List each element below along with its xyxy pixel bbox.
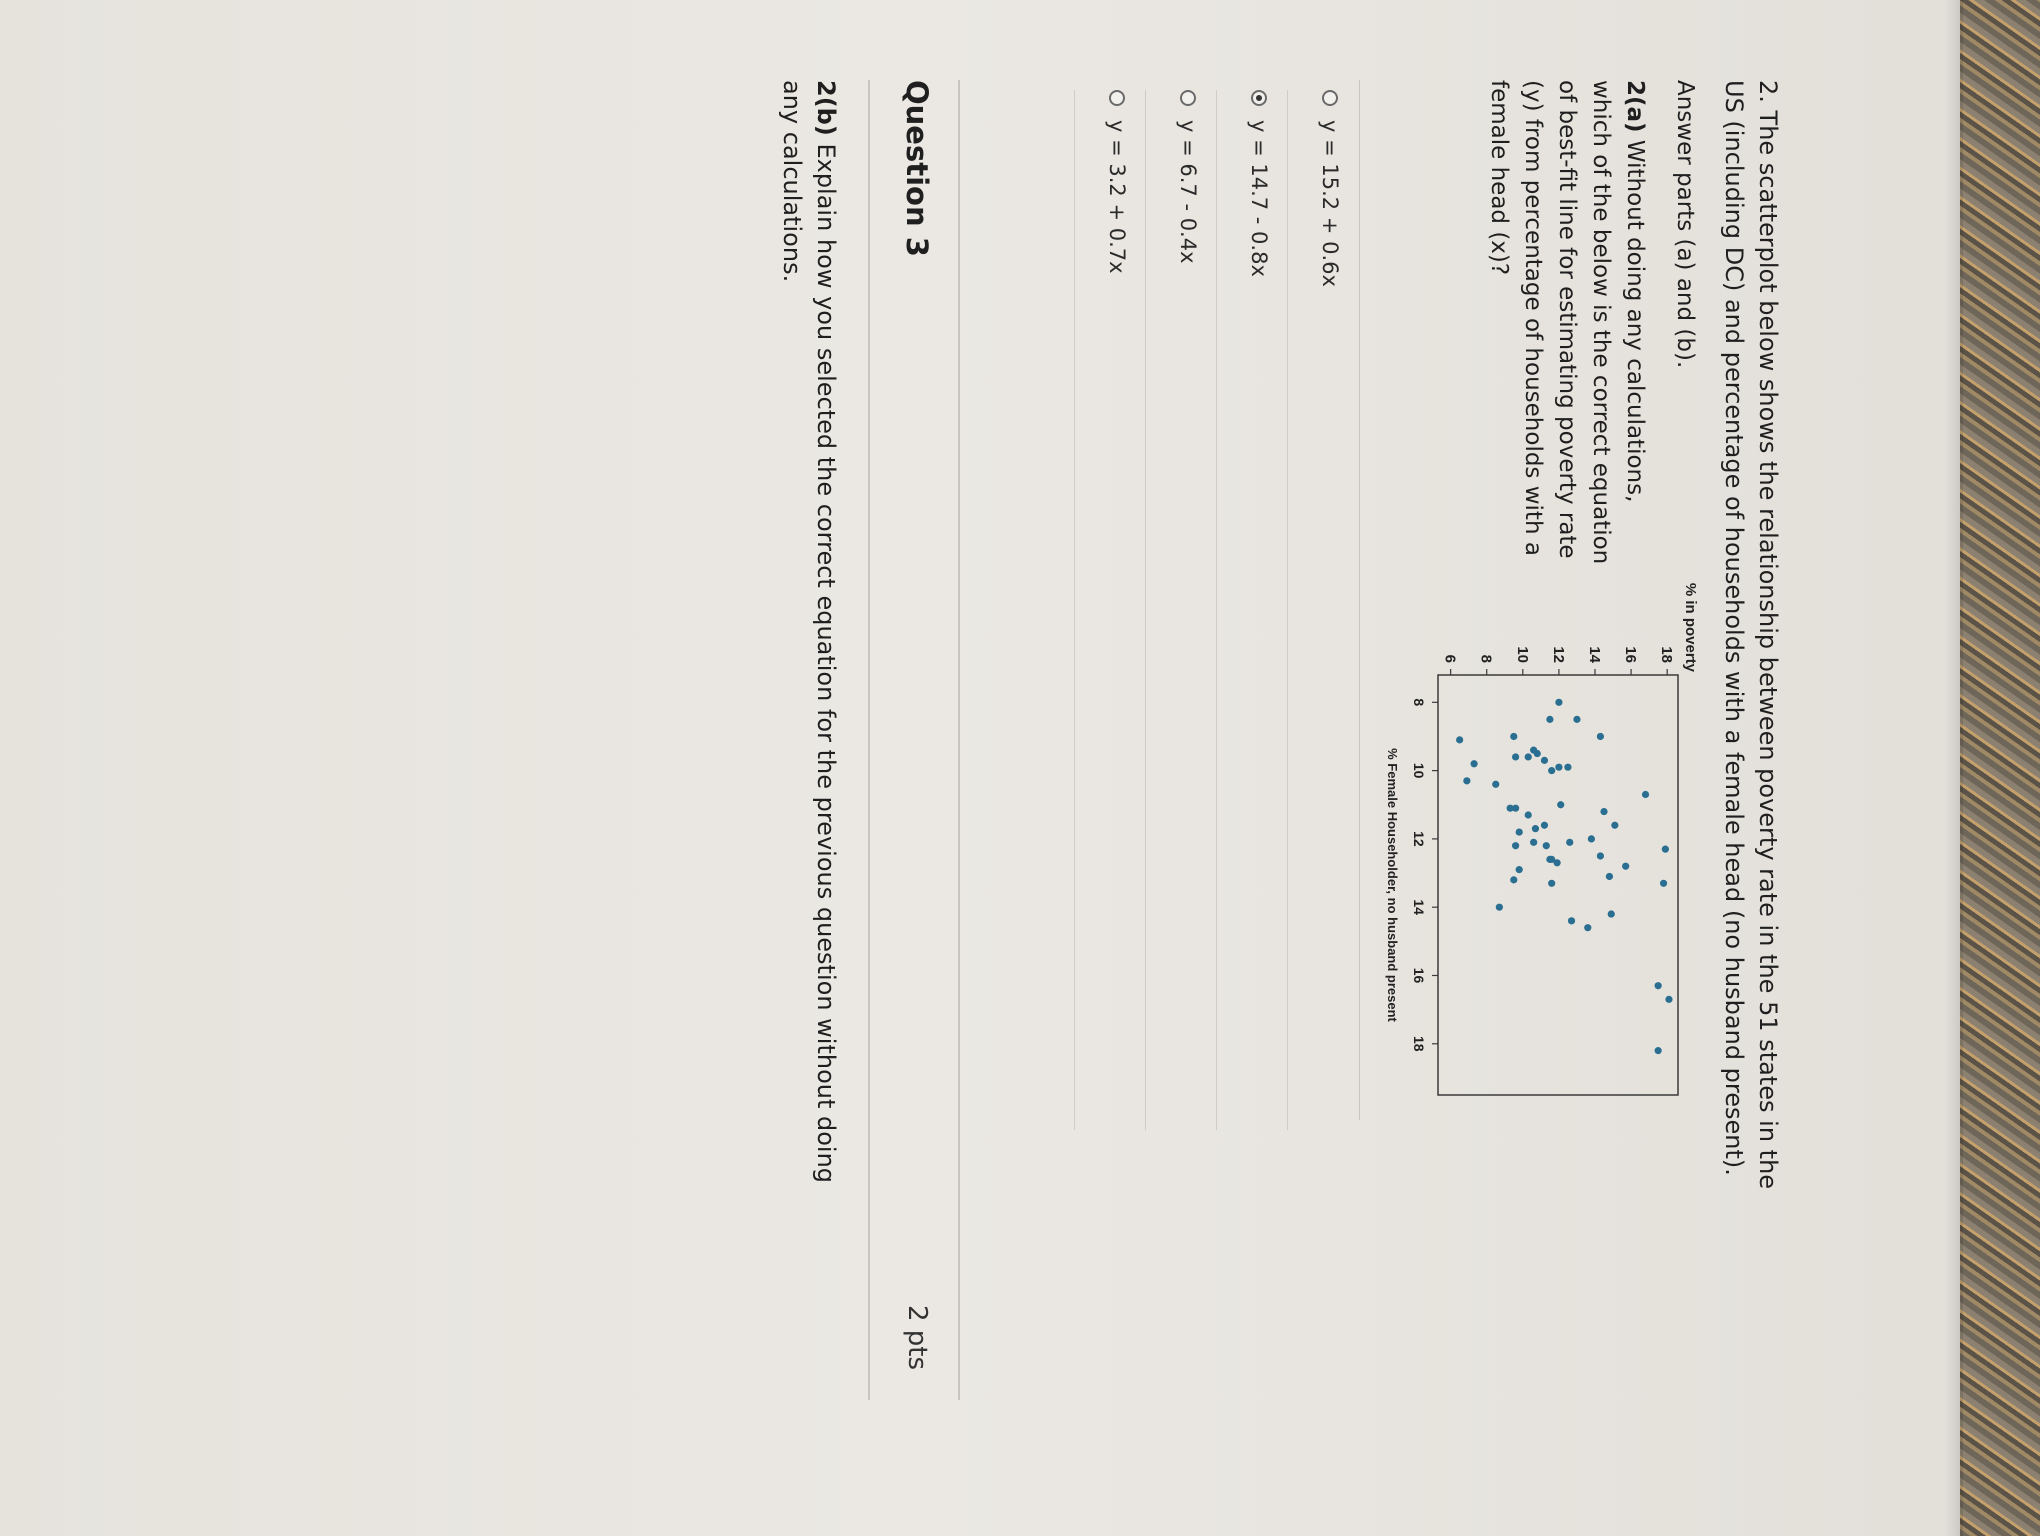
data-point xyxy=(1662,846,1669,853)
data-point xyxy=(1573,716,1580,723)
data-point xyxy=(1546,856,1553,863)
data-point xyxy=(1597,852,1604,859)
option-label: y = 14.7 - 0.8x xyxy=(1247,120,1271,277)
data-point xyxy=(1496,904,1503,911)
option-label: y = 6.7 - 0.4x xyxy=(1176,120,1200,264)
option-label: y = 15.2 + 0.6x xyxy=(1318,120,1342,287)
question-intro-line-2: US (including DC) and percentage of households with a female head (no husband present). xyxy=(1720,80,1748,1176)
question-3-header xyxy=(868,80,960,1400)
data-point xyxy=(1568,917,1575,924)
part-a-prompt-line-1 xyxy=(1622,80,1648,502)
data-point xyxy=(1566,839,1573,846)
data-point xyxy=(1564,764,1571,771)
data-point xyxy=(1597,733,1604,740)
data-point xyxy=(1548,880,1555,887)
part-a-label: 2(a) xyxy=(1622,80,1648,133)
part-b-text-1: Explain how you selected the correct equation for the previous question without doing xyxy=(812,135,840,1184)
y-axis-label: % in poverty xyxy=(1682,582,1699,672)
data-point xyxy=(1588,835,1595,842)
radio-button[interactable] xyxy=(1109,90,1125,106)
data-point xyxy=(1557,801,1564,808)
radio-button[interactable] xyxy=(1180,90,1196,106)
data-point xyxy=(1600,808,1607,815)
data-point xyxy=(1456,736,1463,743)
data-point xyxy=(1622,863,1629,870)
part-a-prompt-line-4: (y) from percentage of households with a xyxy=(1520,80,1546,556)
y-tick-label: 12 xyxy=(1549,646,1567,663)
data-point xyxy=(1512,753,1519,760)
data-point xyxy=(1606,873,1613,880)
data-point xyxy=(1541,822,1548,829)
part-a-prompt-line-5: female head (x)? xyxy=(1486,80,1512,276)
x-tick-label: 16 xyxy=(1411,967,1427,984)
y-tick-label: 18 xyxy=(1658,646,1676,663)
answer-parts-note: Answer parts (a) and (b). xyxy=(1672,80,1698,369)
plot-frame xyxy=(1438,675,1678,1095)
data-point xyxy=(1553,859,1560,866)
data-point xyxy=(1516,828,1523,835)
data-point xyxy=(1534,750,1541,757)
answer-option[interactable] xyxy=(1074,90,1145,1130)
x-tick-label: 18 xyxy=(1411,1035,1427,1052)
data-point xyxy=(1470,760,1477,767)
data-point xyxy=(1530,839,1537,846)
data-point xyxy=(1463,777,1470,784)
data-point xyxy=(1608,910,1615,917)
x-tick-label: 8 xyxy=(1411,698,1427,707)
answer-option[interactable] xyxy=(1216,90,1287,1130)
part-a-prompt-line-2: which of the below is the correct equation xyxy=(1588,80,1614,565)
part-a-text-1: Without doing any calculations, xyxy=(1622,132,1648,503)
question-3-points: 2 pts xyxy=(902,1304,932,1370)
data-point xyxy=(1655,1047,1662,1054)
y-tick-label: 16 xyxy=(1622,646,1640,663)
data-point xyxy=(1655,982,1662,989)
data-point xyxy=(1665,996,1672,1003)
option-label: y = 3.2 + 0.7x xyxy=(1105,120,1129,274)
data-point xyxy=(1642,791,1649,798)
answer-option[interactable] xyxy=(1145,90,1216,1130)
y-tick-label: 10 xyxy=(1513,646,1531,663)
data-point xyxy=(1541,757,1548,764)
x-tick-label: 12 xyxy=(1411,831,1427,847)
part-b-label: 2(b) xyxy=(812,80,840,136)
answer-option[interactable] xyxy=(1287,90,1358,1130)
y-tick-label: 8 xyxy=(1477,654,1495,663)
data-point xyxy=(1525,753,1532,760)
data-point xyxy=(1510,876,1517,883)
data-point xyxy=(1512,842,1519,849)
data-point xyxy=(1507,805,1514,812)
y-tick-label: 6 xyxy=(1441,654,1459,663)
part-b-prompt-line-2: any calculations. xyxy=(778,80,806,283)
options-divider xyxy=(1359,80,1360,1120)
radio-button-selected[interactable] xyxy=(1251,90,1267,106)
carpet-background xyxy=(1960,0,2040,1536)
question-3-title: Question 3 xyxy=(900,80,934,257)
part-a-prompt-line-3: of best-fit line for estimating poverty rate xyxy=(1554,80,1580,559)
x-tick-label: 10 xyxy=(1411,762,1427,779)
data-point xyxy=(1555,764,1562,771)
data-point xyxy=(1611,822,1618,829)
question-intro-line-1: 2. The scatterplot below shows the relationship between poverty rate in the 51 states in the xyxy=(1754,80,1782,1190)
data-point xyxy=(1660,880,1667,887)
data-point xyxy=(1546,716,1553,723)
data-point xyxy=(1492,781,1499,788)
data-point xyxy=(1555,699,1562,706)
data-point xyxy=(1532,825,1539,832)
data-point xyxy=(1516,866,1523,873)
radio-button[interactable] xyxy=(1322,90,1338,106)
part-b-prompt-line-1 xyxy=(812,80,840,1183)
x-tick-label: 14 xyxy=(1411,899,1427,915)
data-point xyxy=(1525,811,1532,818)
data-point xyxy=(1510,733,1517,740)
y-tick-label: 14 xyxy=(1585,646,1603,663)
data-point xyxy=(1543,842,1550,849)
scatterplot-chart xyxy=(1360,560,1705,1120)
data-point xyxy=(1584,924,1591,931)
x-axis-label: % Female Householder, no husband present xyxy=(1385,748,1400,1022)
data-point xyxy=(1548,767,1555,774)
